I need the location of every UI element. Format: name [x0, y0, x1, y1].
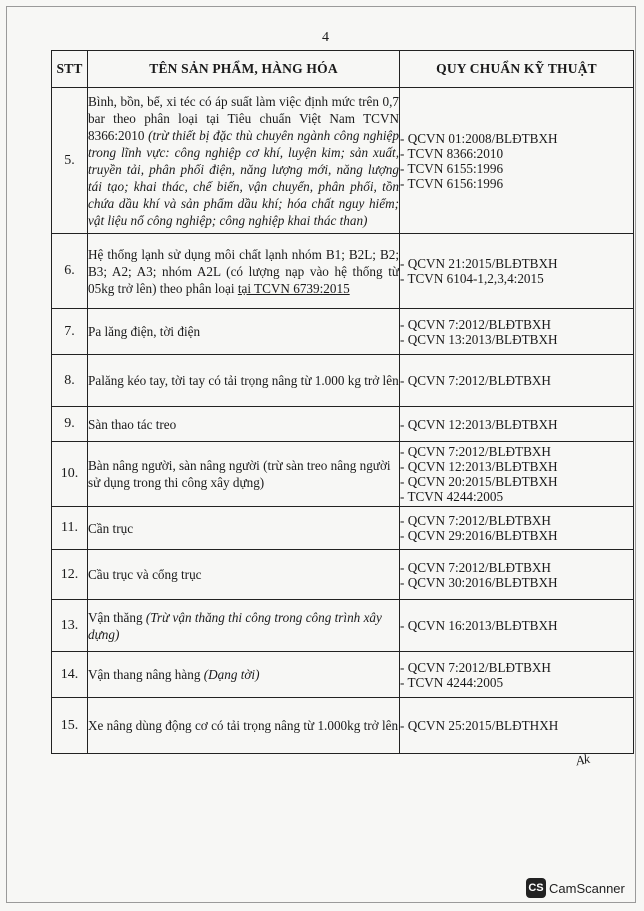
row-product — [88, 88, 400, 234]
regulation-item: - QCVN 12:2013/BLĐTBXH — [400, 459, 558, 474]
row-product — [88, 550, 400, 600]
row-product — [88, 355, 400, 407]
row-product — [88, 652, 400, 698]
table-header-row — [52, 51, 634, 88]
table-row — [52, 652, 634, 698]
regulation-item: - TCVN 4244:2005 — [400, 489, 504, 504]
regulation-item: - QCVN 7:2012/BLĐTBXH — [400, 444, 551, 459]
row-stt: 11. — [52, 507, 88, 550]
regulation-table — [51, 50, 634, 754]
product-text: Cần trục — [88, 520, 134, 536]
regulation-item: - QCVN 12:2013/BLĐTBXH — [400, 416, 558, 432]
row-product — [88, 442, 400, 507]
product-note: (Trừ vận thăng thi công trong công trình xây dựng) — [88, 609, 382, 642]
table-row — [52, 442, 634, 507]
row-stt: 13. — [52, 600, 88, 652]
product-text: Vận thang nâng hàng — [88, 667, 204, 682]
product-text: Xe nâng dùng động cơ có tải trọng nâng từ 1.000kg trở lên — [88, 718, 399, 733]
row-regulations — [400, 88, 634, 234]
regulation-item: - QCVN 13:2013/BLĐTBXH — [400, 331, 558, 347]
row-stt: 15. — [52, 698, 88, 754]
row-regulations — [400, 600, 634, 652]
regulation-item: - TCVN 8366:2010 — [400, 145, 504, 161]
regulation-item: - QCVN 01:2008/BLĐTBXH — [400, 130, 558, 146]
header-regulation: QUY CHUẨN KỸ THUẬT — [400, 51, 634, 88]
regulation-item: - QCVN 29:2016/BLĐTBXH — [400, 528, 558, 543]
row-regulations — [400, 550, 634, 600]
regulation-item: - QCVN 7:2012/BLĐTBXH — [400, 373, 551, 388]
product-text: Hệ thống lạnh sử dụng môi chất lạnh nhóm B1; B2L; B2; B3; A2; A3; nhóm A2L (có lượng nạp vào hệ thống từ 05kg trở lên) theo phân loại — [88, 246, 399, 296]
row-stt: 7. — [52, 309, 88, 355]
page-number: 4 — [322, 30, 329, 45]
row-product — [88, 698, 400, 754]
row-regulations — [400, 652, 634, 698]
row-stt: 14. — [52, 652, 88, 698]
header-product: TÊN SẢN PHẨM, HÀNG HÓA — [88, 51, 400, 88]
regulation-item: - QCVN 16:2013/BLĐTBXH — [400, 618, 558, 633]
product-text: Sàn thao tác treo — [88, 416, 177, 432]
row-stt: 6. — [52, 234, 88, 309]
table-row — [52, 88, 634, 234]
row-stt: 12. — [52, 550, 88, 600]
product-text: Palăng kéo tay, tời tay có tải trọng nâng từ 1.000 kg trở lên — [88, 373, 399, 388]
row-regulations — [400, 234, 634, 309]
product-text: Pa lăng điện, tời điện — [88, 324, 201, 339]
table-row — [52, 550, 634, 600]
table-row — [52, 698, 634, 754]
row-product — [88, 407, 400, 442]
product-text: Vận thăng — [88, 609, 146, 625]
regulation-item: - QCVN 25:2015/BLĐTHXH — [400, 718, 559, 733]
table-row — [52, 507, 634, 550]
regulation-item: - TCVN 4244:2005 — [400, 674, 504, 690]
regulation-item: - QCVN 20:2015/BLĐTBXH — [400, 474, 558, 489]
product-text: Cầu trục và cổng trục — [88, 567, 202, 582]
camscanner-watermark — [526, 878, 625, 898]
table-row — [52, 309, 634, 355]
row-stt: 9. — [52, 407, 88, 442]
row-regulations — [400, 309, 634, 355]
regulation-item: - QCVN 7:2012/BLĐTBXH — [400, 513, 551, 528]
regulation-item: - TCVN 6156:1996 — [400, 175, 504, 191]
product-underlined: tại TCVN 6739:2015 — [237, 280, 350, 296]
header-stt: STT — [52, 51, 88, 88]
regulation-item: - TCVN 6104-1,2,3,4:2015 — [400, 271, 544, 286]
row-product — [88, 309, 400, 355]
row-regulations — [400, 355, 634, 407]
row-regulations — [400, 507, 634, 550]
row-regulations — [400, 407, 634, 442]
table-row — [52, 355, 634, 407]
row-product — [88, 600, 400, 652]
row-stt: 8. — [52, 355, 88, 407]
product-note: (Dạng tời) — [203, 667, 260, 682]
row-product — [88, 507, 400, 550]
regulation-item: - QCVN 21:2015/BLĐTBXH — [400, 256, 558, 271]
table-row — [52, 600, 634, 652]
table-row — [52, 234, 634, 309]
row-product — [88, 234, 400, 309]
row-stt: 5. — [52, 88, 88, 234]
camscanner-text: CamScanner — [549, 880, 625, 896]
camscanner-logo-icon: CS — [526, 878, 546, 898]
initials-signature: Ak — [574, 750, 592, 769]
regulation-item: - QCVN 7:2012/BLĐTBXH — [400, 559, 551, 575]
row-regulations — [400, 698, 634, 754]
product-text: Bàn nâng người, sàn nâng người (trừ sàn treo nâng người sử dụng trong thi công xây dựng) — [88, 458, 391, 490]
product-note: (trừ thiết bị đặc thù chuyên ngành công nghiệp trong lĩnh vực: công nghiệp cơ khí, luyện kim; sản xuất, truyền tải, phân phối điện, năng lượng mới, năng lượng tái tạo; khai thác, chế biến, vận chuyển, phân phối, tồn chứa dầu khí và sản phẩm dầu khí; hóa chất nguy hiểm; vật liệu nổ công nghiệp; công nghiệp khai thác than) — [88, 127, 399, 228]
regulation-item: - QCVN 30:2016/BLĐTBXH — [400, 574, 558, 590]
row-regulations — [400, 442, 634, 507]
regulation-item: - TCVN 6155:1996 — [400, 160, 504, 176]
table-row — [52, 407, 634, 442]
regulation-item: - QCVN 7:2012/BLĐTBXH — [400, 316, 551, 332]
row-stt: 10. — [52, 442, 88, 507]
product-text: Bình, bồn, bể, xi téc có áp suất làm việc định mức trên 0,7 bar theo phân loại tại Tiêu chuẩn Việt Nam TCVN 8366:2010 — [88, 93, 399, 143]
regulation-item: - QCVN 7:2012/BLĐTBXH — [400, 659, 551, 675]
